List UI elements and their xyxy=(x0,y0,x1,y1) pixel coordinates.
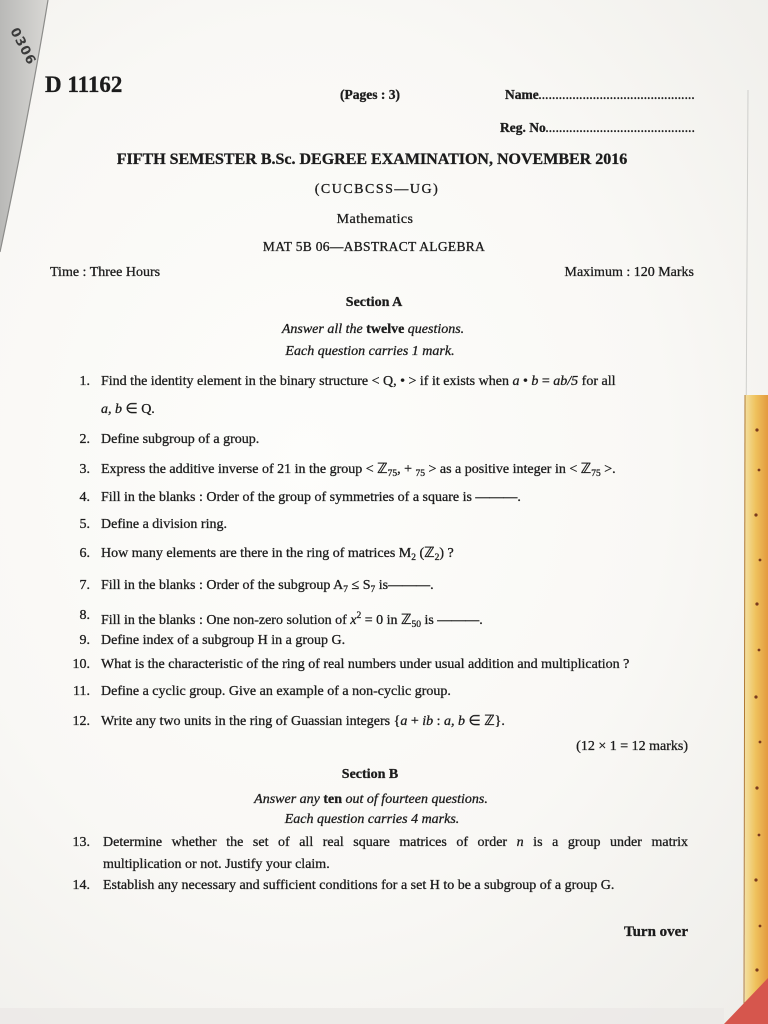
text-segment: + xyxy=(407,714,423,729)
question-text xyxy=(101,546,454,566)
question-text xyxy=(101,490,521,506)
text-segment: 50 xyxy=(411,620,421,630)
text-segment: How many elements are there in the ring of matrices M xyxy=(101,546,412,561)
text-segment: = 0 in ℤ xyxy=(361,613,412,628)
question-6 xyxy=(0,546,768,562)
question-1 xyxy=(0,374,768,390)
text-segment: 7 xyxy=(343,585,349,595)
text-segment: : xyxy=(433,714,445,729)
text-segment: 75 xyxy=(415,469,425,479)
reg-no-dots: ............................................ xyxy=(545,124,696,135)
paper-title: MAT 5B 06—ABSTRACT ALGEBRA xyxy=(262,239,486,254)
question-3 xyxy=(0,462,768,478)
text-segment: ib xyxy=(422,714,434,729)
question-5 xyxy=(0,517,768,533)
text-segment: a, b xyxy=(101,402,122,417)
dot xyxy=(755,968,758,971)
dot xyxy=(755,786,758,789)
section-a-total-marks: (12 × 1 = 12 marks) xyxy=(576,739,688,754)
text-segment: 2 xyxy=(356,611,362,621)
section-b-heading: Section B xyxy=(341,767,399,782)
text-segment: Fill in the blanks : One non-zero solution of xyxy=(101,613,351,628)
question-number: 4. xyxy=(79,490,90,505)
question-10 xyxy=(0,657,768,673)
text-segment: n xyxy=(516,835,524,850)
section-a-instruction xyxy=(282,322,464,338)
exam-title: FIFTH SEMESTER B.Sc. DEGREE EXAMINATION, NOVEMBER 2016 xyxy=(116,151,628,168)
text-segment: Fill in the blanks : Order of the subgroup A xyxy=(101,578,344,593)
text-segment: Define a cyclic group. Give an example of a non-cyclic group. xyxy=(101,684,451,699)
text-segment: twelve xyxy=(366,322,405,337)
question-number: 8. xyxy=(79,608,90,623)
section-a-marks-note: Each question carries 1 mark. xyxy=(285,344,455,359)
text-segment: • xyxy=(519,374,532,389)
question-number: 5. xyxy=(79,517,90,532)
question-8 xyxy=(0,608,768,630)
question-text xyxy=(101,684,451,700)
text-segment: ab/5 xyxy=(553,374,579,389)
question-text xyxy=(103,878,614,894)
text-segment: ) ? xyxy=(439,546,454,561)
section-b-marks-note: Each question carries 4 marks. xyxy=(284,812,460,827)
pages-count: (Pages : 3) xyxy=(340,87,400,102)
text-segment: Fill in the blanks : Order of the group of symmetries of a square is ———. xyxy=(101,490,521,505)
text-segment: = xyxy=(538,374,554,389)
dot xyxy=(759,741,762,744)
text-segment: What is the characteristic of the ring of real numbers under usual addition and multiplication ? xyxy=(101,657,630,672)
question-text xyxy=(101,517,227,533)
text-segment: 2 xyxy=(434,553,440,563)
text-segment: (ℤ xyxy=(415,546,435,561)
question-text xyxy=(103,857,330,873)
section-b-instruction xyxy=(254,792,488,808)
question-number: 12. xyxy=(72,714,90,729)
question-13-continued xyxy=(0,857,768,873)
text-segment: is a group under matrix xyxy=(523,835,689,850)
text-segment: Establish any necessary and sufficient conditions for a set H to be a subgroup of a group G. xyxy=(103,878,615,893)
question-number: 7. xyxy=(79,578,90,593)
maximum-marks: Maximum : 120 Marks xyxy=(564,265,694,280)
bottom-shadow xyxy=(0,1008,724,1024)
question-text xyxy=(101,578,434,598)
turn-over-label: Turn over xyxy=(623,924,688,940)
text-segment: is———. xyxy=(375,578,434,593)
text-segment: a, b xyxy=(444,714,466,729)
name-label: Name xyxy=(505,87,539,102)
question-number: 1. xyxy=(79,374,90,389)
question-text xyxy=(101,657,629,673)
question-text xyxy=(101,462,616,482)
text-segment: multiplication or not. Justify your claim. xyxy=(103,857,330,872)
text-segment: >. xyxy=(600,462,616,477)
time-allowed: Time : Three Hours xyxy=(50,265,161,280)
question-number: 11. xyxy=(73,684,90,699)
text-segment: for all xyxy=(578,374,616,389)
text-segment: a xyxy=(512,374,520,389)
question-text xyxy=(101,633,345,649)
text-segment: ∈ Q. xyxy=(122,402,155,417)
question-number: 10. xyxy=(72,657,90,672)
question-text xyxy=(101,432,259,448)
exam-subject: Mathematics xyxy=(336,212,414,227)
name-field xyxy=(505,87,695,105)
text-segment: ≤ S xyxy=(348,578,371,593)
question-number: 13. xyxy=(72,835,90,850)
paper-code: D 11162 xyxy=(45,72,123,97)
text-segment: questions. xyxy=(404,322,465,337)
question-number: 6. xyxy=(79,546,90,561)
question-text xyxy=(101,402,155,418)
text-segment: Answer any xyxy=(254,792,324,807)
question-number: 3. xyxy=(79,462,90,477)
reg-no-label: Reg. No xyxy=(500,120,546,135)
question-11 xyxy=(0,684,768,700)
text-segment: 2 xyxy=(411,553,416,563)
question-12 xyxy=(0,714,768,730)
text-segment: is ———. xyxy=(420,613,483,628)
text-segment: a xyxy=(400,714,408,729)
text-segment: Find the identity element in the binary structure < Q, • > if it exists when xyxy=(101,374,513,389)
text-segment: Define subgroup of a group. xyxy=(101,432,260,447)
reg-no-field xyxy=(500,120,695,138)
dot xyxy=(759,925,762,928)
text-segment: Determine whether the set of all real square matrices of order xyxy=(103,835,517,850)
text-segment: 75 xyxy=(387,469,398,479)
question-number: 14. xyxy=(72,878,90,893)
text-segment: , + xyxy=(397,462,416,477)
text-segment: 75 xyxy=(591,469,601,479)
text-segment: b xyxy=(531,374,539,389)
question-text xyxy=(101,374,615,390)
question-14 xyxy=(0,878,768,894)
dot xyxy=(755,602,758,605)
text-segment: Answer all the xyxy=(281,322,367,337)
question-number: 9. xyxy=(79,633,90,648)
exam-scheme: (CUCBCSS—UG) xyxy=(314,182,440,197)
text-segment: x xyxy=(350,613,357,628)
dot xyxy=(758,649,761,652)
question-9 xyxy=(0,633,768,649)
question-4 xyxy=(0,490,768,506)
text-segment: 7 xyxy=(370,585,376,595)
text-segment: ten xyxy=(323,792,343,807)
name-dots: .............................................. xyxy=(538,91,696,102)
text-segment: Express the additive inverse of 21 in the group < ℤ xyxy=(101,462,388,477)
question-7 xyxy=(0,578,768,594)
text-segment: Write any two units in the ring of Guassian integers { xyxy=(101,714,401,729)
text-segment: > as a positive integer in < ℤ xyxy=(425,462,592,477)
question-text xyxy=(101,714,505,730)
question-number: 2. xyxy=(79,432,90,447)
question-13 xyxy=(0,835,768,851)
text-segment: Define index of a subgroup H in a group G. xyxy=(101,633,346,648)
stamp-number: 0306 xyxy=(6,25,39,69)
question-1-continued xyxy=(0,402,768,418)
text-segment: Define a division ring. xyxy=(101,517,227,532)
text-segment: out of fourteen questions. xyxy=(342,792,488,807)
question-text xyxy=(101,608,483,633)
text-segment: ∈ ℤ}. xyxy=(465,714,505,729)
section-a-heading: Section A xyxy=(345,295,403,310)
question-2 xyxy=(0,432,768,448)
question-text xyxy=(103,835,688,851)
